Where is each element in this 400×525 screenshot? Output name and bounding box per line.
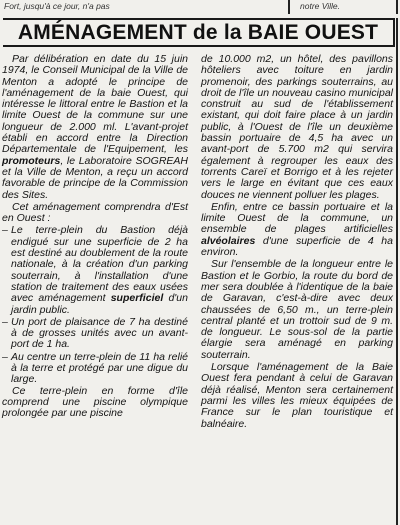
title-box: [3, 18, 395, 47]
paragraph: Par délibération en date du 15 juin 1974, le Conseil Municipal de la Ville de Menton a adopté le principe de l'aménagement de la baie Ouest, qui intéresse le littoral entre le Bastion et la limite Ouest de la commune sur une longueur de 2.000 ml. L'avant-projet établi en accord entre la Direction Départementale de l'Equipement, les promoteurs, le Laboratoire SOGREAH et la Ville de Menton, a reçu un accord favorable de principe de la Commission des Sites.: [2, 53, 188, 201]
closing-paragraph: Lorsque l'aménagement de la Baie Ouest fera pendant à celui de Garavan déjà réalisé, Menton sera certainement parmi les villes les mieux équipées de France sur le plan touristique et balnéaire.: [201, 361, 393, 430]
paragraph: Ce terre-plein en forme d'île comprend une piscine olympique prolongée par une piscine: [2, 384, 188, 420]
column-divider-top: [288, 0, 290, 14]
paragraph: Sur l'ensemble de la longueur entre le Bastion et le Gorbio, la route du bord de mer sera doublée à l'identique de la baie de Garavan, c'est-à-dire avec deux chaussées de 6,50 m., un terre-plein central planté et un trottoir sud de 9 m. de longueur. Le sous-sol de la partie élargie sera aménagé en parking souterrain.: [201, 258, 393, 361]
paragraph: Cet aménagement comprendra d'Est en Ouest :: [2, 200, 188, 225]
left-column: [2, 54, 188, 420]
header-fragment-right: notre Ville.: [300, 1, 341, 11]
right-column: [201, 54, 393, 430]
article-title: AMÉNAGEMENT de la BAIE OUEST: [17, 20, 379, 44]
list-item: – Le terre-plein du Bastion déjà endigué sur une superficie de 2 ha est destiné au doublement de la route nationale, à la création d'un parking souterrain, à l'installation d'une station de traitement des eaux usées avec aménagement superficiel d'un jardin public.: [2, 224, 188, 316]
frame-rule-right: [396, 18, 398, 525]
paragraph: Enfin, entre ce bassin portuaire et la limite Ouest de la commune, un ensemble de plages artificielles alvéolaires d'une superficie de 4 ha environ.: [201, 200, 393, 259]
header-fragment-left: Fort, jusqu'à ce jour, n'a pas: [4, 1, 110, 11]
list-item: – Un port de plaisance de 7 ha destiné à de grosses unités avec un avant-port de 1 ha.: [2, 315, 188, 351]
header-strip: [0, 0, 400, 14]
frame-rule-top: [396, 0, 398, 14]
paragraph: de 10.000 m2, un hôtel, des pavillons hôteliers avec toiture en jardin promenoir, des parkings souterrains, au droit de l'île un nouveau casino municipal construit au sud de l'établissement existant, qui doit faire place à un jardin public, à l'Ouest de l'île un deuxième bassin portuaire de 4,5 ha avec un avant-port de 5.700 m2 qui servira également à regrouper les eaux des torrents Careï et Borrigo et à les rejeter vers le large en évitant que ces eaux douces ne viennent polluer les plages.: [201, 53, 393, 201]
list-item: – Au centre un terre-plein de 11 ha relié à la terre et protégé par une digue du large.: [2, 350, 188, 386]
